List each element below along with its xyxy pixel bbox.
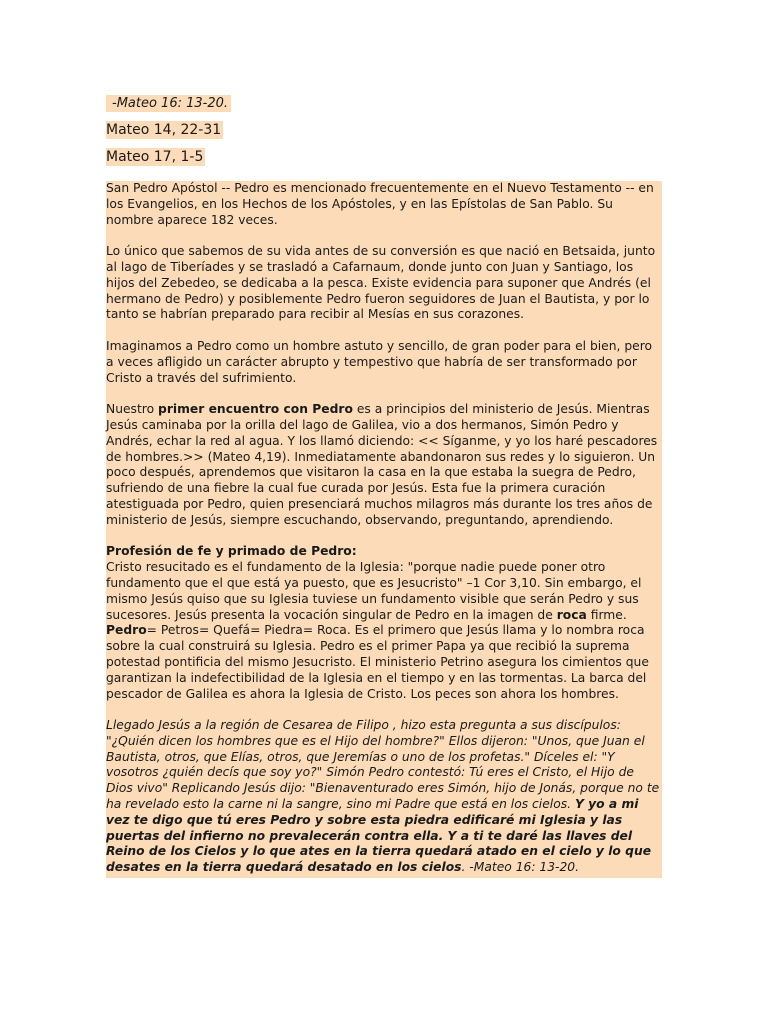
paragraph-gospel-quote	[106, 718, 662, 876]
reference-mateo-14: Mateo 14, 22-31	[106, 122, 222, 138]
primacy-text-2: firme.	[586, 607, 627, 622]
first-encounter-post: es a principios del ministerio de Jesús. Mientras Jesús caminaba por la orilla del lago de Galilea, vio a dos hermanos, Simón Pedro y Andrés, echar la red al agua. Y los llamó diciendo: << Síganme, y yo los haré pescadores de hombres.>> (Mateo 4,19). Inmediatamente abandonaron sus redes y lo siguieron. Un poco después, aprendemos que visitaron la casa en la que estaba la suegra de Pedro, sufriendo de una fiebre la cual fue curada por Jesús. Esta fue la primera curación atestiguada por Pedro, quien presenciará muchos milagros más durante los tres años de ministerio de Jesús, siempre escuchando, observando, preguntando, aprendiendo.	[106, 402, 658, 527]
paragraph-intro: San Pedro Apóstol -- Pedro es mencionado frecuentemente en el Nuevo Testamento -- en los Evangelios, en los Hechos de los Apóstoles, y en las Epístolas de San Pablo. Su nombre aparece 182 veces.	[106, 181, 654, 227]
primacy-bold-pedro: Pedro	[106, 623, 147, 638]
section-heading: Profesión de fe y primado de Pedro:	[106, 544, 357, 559]
gospel-quote-ref: . -Mateo 16: 13-20.	[461, 860, 580, 875]
paragraph-primacy	[106, 544, 662, 702]
body-text	[106, 181, 662, 878]
gospel-quote-italic: Llegado Jesús a la región de Cesarea de Filipo , hizo esta pregunta a sus discípulos: "¿Quién dicen los hombres que es el Hijo del hombre?" Ellos dijeron: "Unos, que Juan el Bautista, otros, que Elías, otros, que Jeremías o uno de los profetas." Díceles el: "Y vosotros ¿quién decís que soy yo?" Simón Pedro contestó: Tú eres el Cristo, el Hijo de Dios vivo" Replicando Jesús dijo: "Bienaventurado eres Simón, hijo de Jonás, porque no te ha revelado esto la carne ni la sangre, sino mi Padre que está en los cielos.	[106, 718, 660, 812]
first-encounter-bold: primer encuentro con Pedro	[158, 402, 353, 417]
top-reference: -Mateo 16: 13-20.	[106, 95, 231, 112]
reference-mateo-17: Mateo 17, 1-5	[106, 149, 204, 165]
primacy-text-3: = Petros= Quefá= Piedra= Roca. Es el primero que Jesús llama y lo nombra roca sobre la cual construirá su Iglesia. Pedro es el primer Papa ya que recibió la suprema potestad pontificia del mismo Jesucristo. El ministerio Petrino asegura los cimientos que garantizan la indefectibilidad de la Iglesia en el tiempo y en las tormentas. La barca del pescador de Galilea es ahora la Iglesia de Cristo. Los peces son ahora los hombres.	[106, 623, 649, 701]
first-encounter-pre: Nuestro	[106, 402, 159, 417]
primacy-bold-roca: roca	[556, 607, 587, 622]
paragraph-early-life: Lo único que sabemos de su vida antes de su conversión es que nació en Betsaida, junto al lago de Tiberíades y se trasladó a Cafarnaum, donde junto con Juan y Santiago, los hijos del Zebedeo, se dedicaba a la pesca. Existe evidencia para suponer que Andrés (el hermano de Pedro) y posiblemente Pedro fueron seguidores de Juan el Bautista, y por lo tanto se habrían preparado para recibir al Mesías en sus corazones.	[106, 244, 656, 322]
primacy-text-1: Cristo resucitado es el fundamento de la Iglesia: "porque nadie puede poner otro fundamento que el que está ya puesto, que es Jesucristo" –1 Cor 3,10. Sin embargo, el mismo Jesús quiso que su Iglesia tuviese un fundamento visible que serán Pedro y sus sucesores. Jesús presenta la vocación singular de Pedro en la imagen de	[106, 560, 642, 622]
document-page	[106, 92, 662, 878]
paragraph-first-encounter	[106, 402, 662, 528]
gospel-quote-bold: Y yo a mi vez te digo que tú eres Pedro y sobre esta piedra edificaré mi Iglesia y las puertas del infierno no prevalecerán contra ella. Y a ti te daré las llaves del Reino de los Cielos y lo que ates en la tierra quedará atado en el cielo y lo que desates en la tierra quedará desatado en los cielos	[106, 797, 652, 875]
paragraph-character: Imaginamos a Pedro como un hombre astuto y sencillo, de gran poder para el bien, pero a veces afligido un carácter abrupto y tempestivo que habría de ser transformado por Cristo a través del sufrimiento.	[106, 338, 653, 385]
